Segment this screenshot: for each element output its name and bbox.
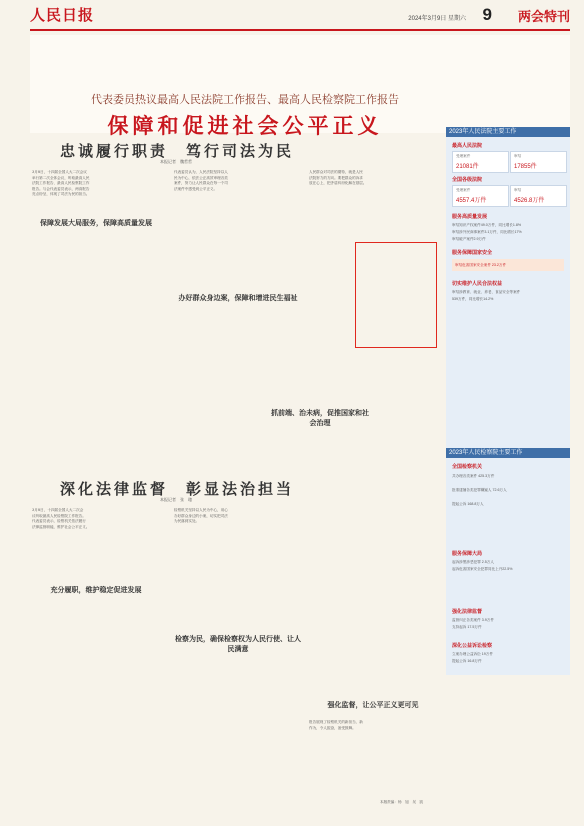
article-line: 亮点纷呈，体现了司法为民的担当。 [32,192,90,197]
stat-line: 审结破产案件2.9万件 [452,237,486,241]
sidebar-title-procuratorates: 2023年人民检察院主要工作 [446,448,570,458]
article-line: 3月8日，十四届全国人大二次会 [32,508,84,512]
article-line: 案件，努力让人民群众在每一个司 [174,181,228,186]
stat-card [452,185,509,207]
stat-line: 提起公诉 16.8万件 [452,659,482,663]
statistics-sidebar [446,127,570,675]
sidebar-title-courts: 2023年人民法院主要工作 [446,127,570,137]
article-line: 民为中心，依法公正高效审理各类 [174,175,228,180]
article-line: 报告展现了检察机关的新担当、新 [309,720,363,724]
article-line: 法案件中感受到公平正义。 [174,186,218,191]
article-line: 人民群众对司法的期待，就是人民 [309,170,363,174]
stat-value: 4557.4万件 [456,198,487,204]
article1-subhead1: 保障发展大局服务，保障高质量发展 [40,218,152,227]
article-line: 办好群众身边的小案，切实把司法 [174,513,228,518]
article2-byline: 本报记者 张 璁 [160,497,192,502]
sidebar-heading: 全国检察机关 [452,464,483,470]
article2-title: 深化法律监督 彰显法治担当 [60,480,295,498]
banner-subtitle: 代表委员热议最高人民法院工作报告、最高人民检察院工作报告 [91,93,399,106]
sidebar-heading: 强化法律监督 [452,609,483,615]
headline-banner [30,35,570,138]
article-line: 为民落到实处。 [174,519,200,524]
stat-value: 21081件 [456,164,479,170]
stat-bar: 审结危害国家安全案件 23.2万件 [452,259,564,271]
article1-column3 [309,170,437,187]
stat-line: 起诉危害国家安全犯罪同比上升22.5% [452,567,513,571]
article-line: 法院工作报告、最高人民检察院工作 [32,181,90,186]
article1-subhead2: 办好群众身边案，保障和增进民生福祉 [178,293,298,302]
stat-line: 审结知识产权案件49.0万件，同比增长1.8% [452,223,522,227]
sidebar-heading: 全国各级法院 [452,177,483,183]
stat-line: 立案办理公益诉讼 19万件 [452,652,493,656]
sidebar-heading: 服务高质量发展 [452,214,488,220]
stat-value: 17855件 [514,164,537,170]
article-line: 报告。与会代表委员表示，两高报告 [32,186,90,191]
stat-card [452,151,509,173]
article-line: 法律监督职能，维护社会公平正义。 [32,524,90,529]
stat-label: 受理案件 [456,154,471,158]
stat-label: 审结 [514,188,522,192]
sidebar-heading: 深化公益诉讼检察 [452,643,493,649]
article-line: 放在心上，把矛盾纠纷化解在基层。 [309,181,367,186]
masthead [30,4,570,28]
issue-date: 2024年3月9日 星期六 [408,16,466,22]
stat-line: 审结涉外民商事案件3.1万件，同比增长17% [452,230,522,234]
stat-line: 支持起诉 17.5万件 [452,625,482,629]
article-line: 3月8日，十四届全国人大二次会议 [32,170,87,174]
page-editors: 本版责编：杨 旭 吴 凯 [380,800,424,804]
paper-logo: 人民日报 [30,6,95,24]
article-line: 检察机关坚持以人民为中心，用心 [174,508,228,512]
section-name: 两会特刊 [517,9,570,24]
stat-card [510,151,567,173]
stat-line: 审结涉教育、就业、养老、食品安全等案件 [452,290,521,294]
stat-card [510,185,567,207]
highlight-box [355,242,437,348]
article2-column1 [32,508,160,530]
stat-label: 受理案件 [456,188,471,192]
article-line: 代表委员表示，检察机关依法履行 [32,519,86,524]
article2-subhead2: 检察为民，确保检察权为人民行使、让人民满意 [175,634,301,653]
article-line: 代表委员认为，人民法院坚持以人 [174,170,228,174]
banner-headline: 保障和促进社会公平正义 [107,113,383,138]
article2-subhead3: 强化监督，让公平正义更可见 [327,700,419,709]
stat-line: 批准逮捕各类犯罪嫌疑人 72.6万人 [452,488,507,492]
article-line: 法院努力的方向。要把群众的诉求 [309,175,363,180]
article1-column2 [174,170,302,192]
stat-value: 4526.8万件 [514,198,545,204]
masthead-rule [30,29,570,31]
article2-column3 [309,720,437,731]
article-line: 作为，令人振奋，备受鼓舞。 [309,725,356,730]
stat-line: 539万件，同比增长14.2% [452,297,494,301]
article1-title: 忠诚履行职责 笃行司法为民 [60,142,295,160]
sidebar-heading: 服务保障大局 [452,551,483,557]
article1-subhead3: 抓前端、治未病，促推国家和社会治理 [271,408,369,427]
page-number: 9 [482,5,492,24]
article1-column1 [32,170,160,198]
stat-line: 共办理各类案件 425.3万件 [452,474,495,478]
article2-column2 [174,508,302,525]
stat-line: 监督纠正各类案件 3.9万件 [452,618,494,622]
sidebar-heading: 切实维护人民合法权益 [452,281,503,287]
stat-label: 审结 [514,154,522,158]
sidebar-heading: 最高人民法院 [452,143,483,149]
stat-line: 起诉涉黑涉恶犯罪 2.5万人 [452,560,494,564]
article1-byline: 本报记者 魏哲哲 [160,159,192,164]
sidebar-heading: 服务保障国家安全 [452,250,493,256]
article2-subhead1: 充分履职，维护稳定促进发展 [50,585,142,594]
stat-line: 提起公诉 168.8万人 [452,502,484,506]
article-line: 议听取最高人民检察院工作报告。 [32,513,86,518]
article-line: 举行第二次全体会议，听取最高人民 [32,175,90,180]
